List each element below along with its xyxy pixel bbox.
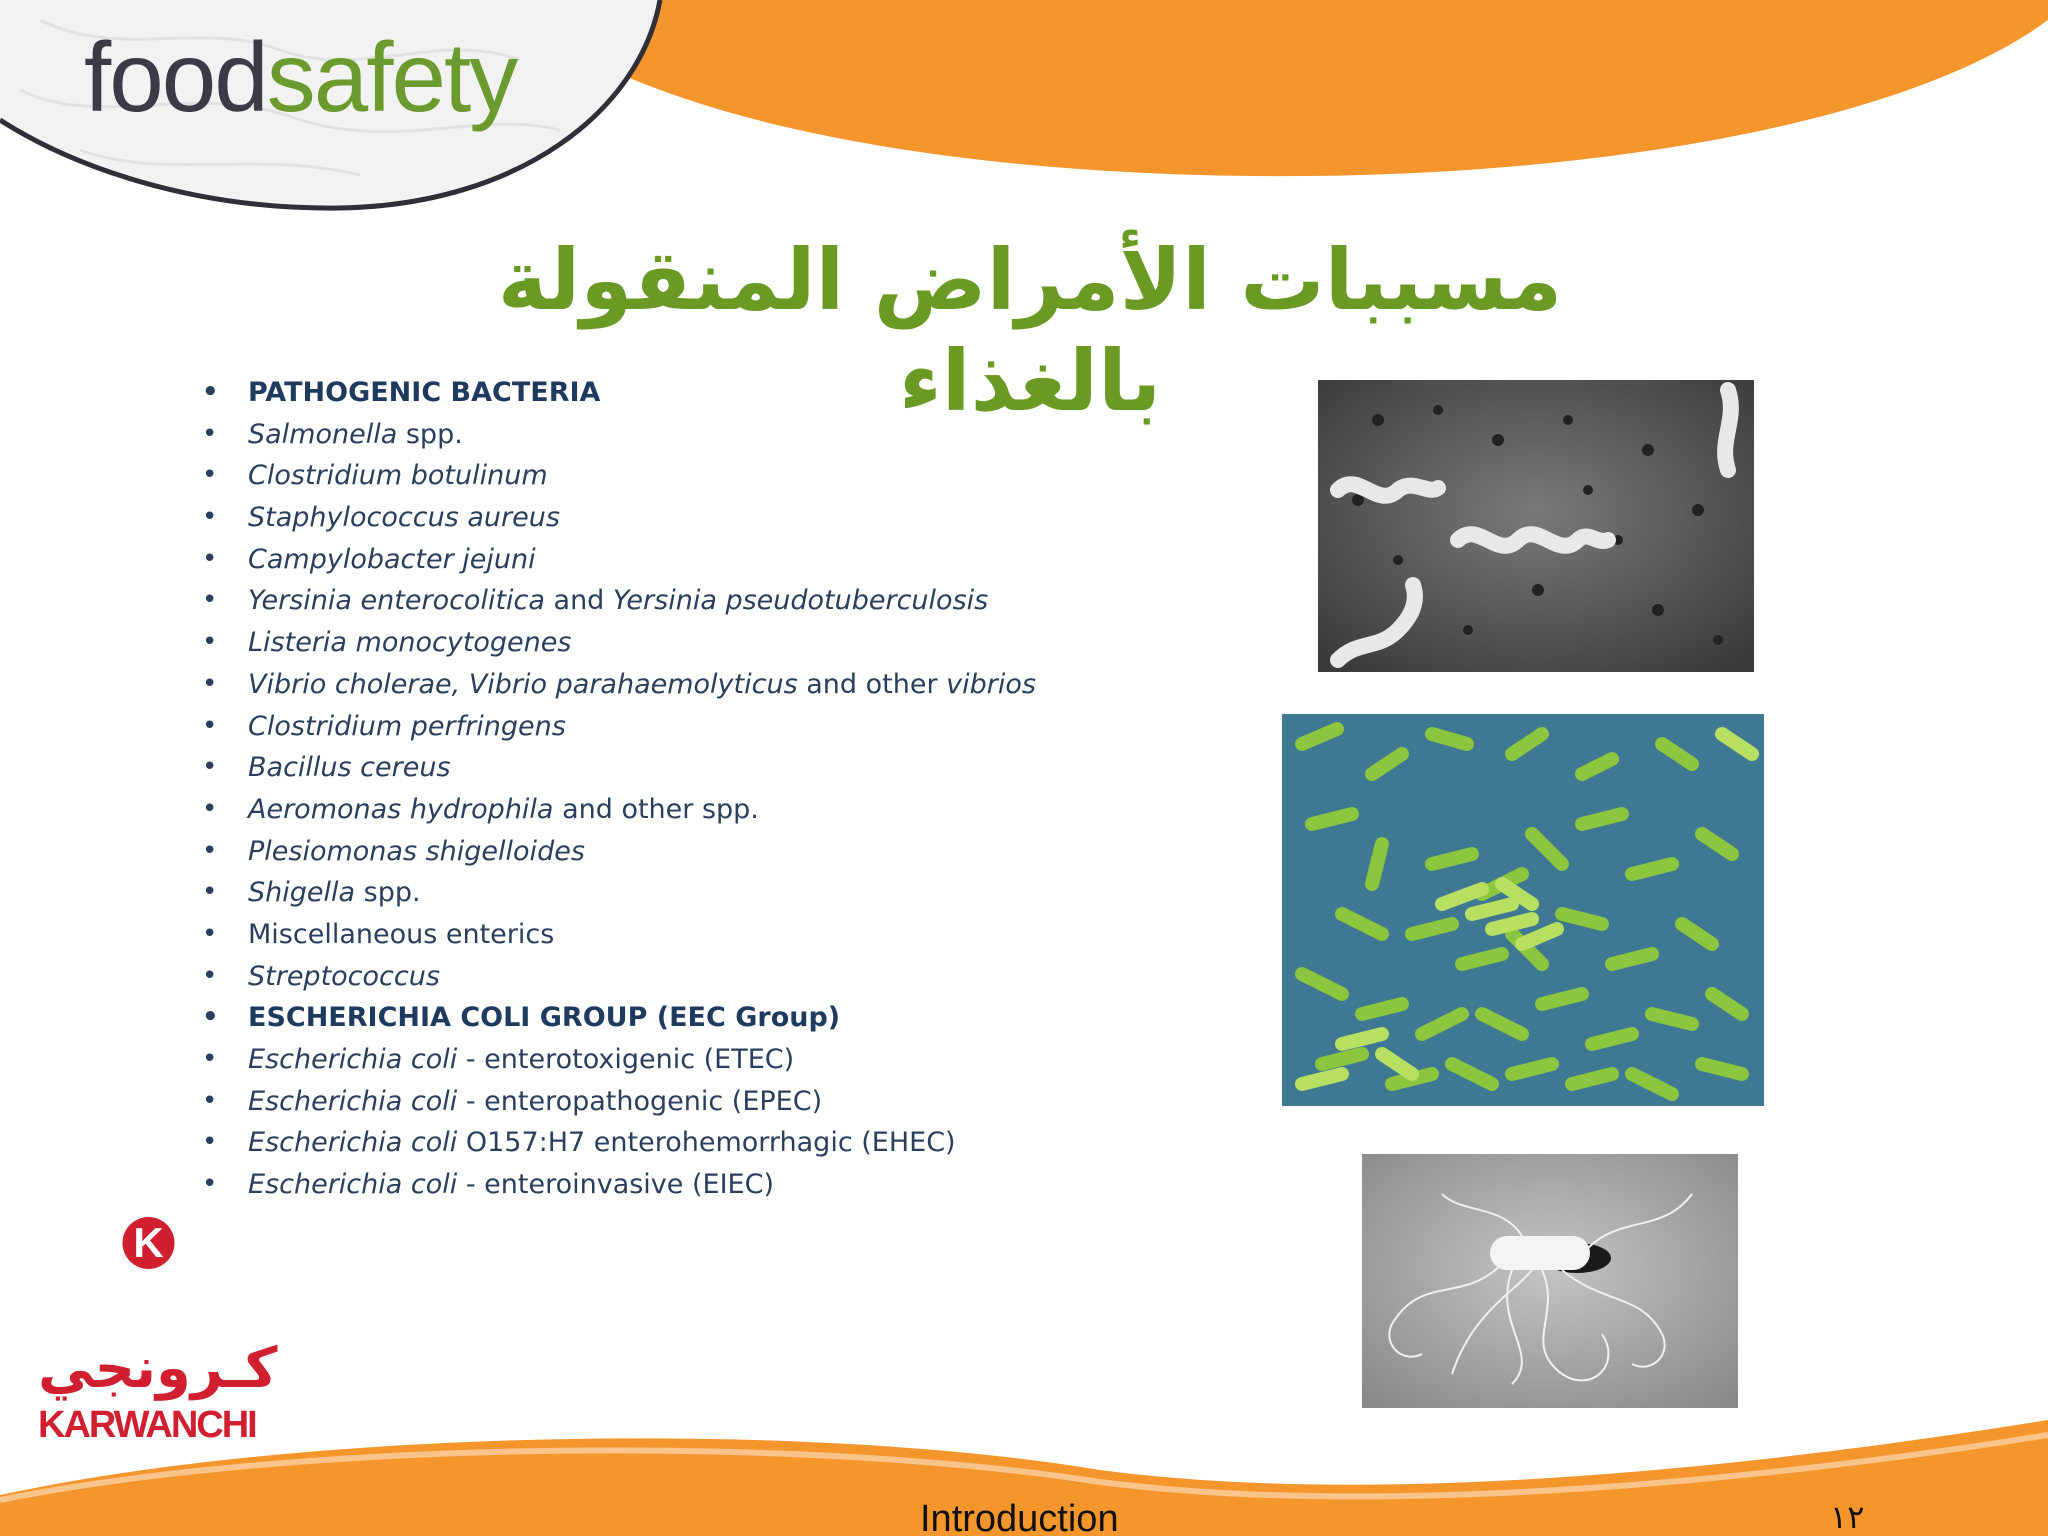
species-name: Listeria monocytogenes [248, 627, 572, 659]
list-item-text: and other [797, 668, 947, 700]
species-name: Escherichia coli [248, 1127, 458, 1159]
karwanchi-logo [36, 1214, 266, 1334]
brand-word-safety: safety [266, 22, 517, 132]
list-item [200, 414, 1160, 456]
list-item-text: and [544, 585, 613, 617]
list-item-text: PATHOGENIC BACTERIA [248, 377, 601, 408]
list-item [200, 664, 1160, 706]
logo-letter: K [133, 1219, 164, 1266]
species-name: Escherichia coli [248, 1169, 458, 1201]
slide-title: مسببات الأمراض المنقولة بالغذاء [497, 231, 1563, 430]
micrograph-flagellated-bacterium [1362, 1154, 1738, 1408]
list-item-text: and other spp. [553, 793, 759, 825]
species-name: Escherichia coli [248, 1044, 458, 1075]
species-name: Shigella [248, 877, 356, 909]
micrograph-spiral-bacteria [1318, 380, 1754, 672]
list-item-text: ESCHERICHIA COLI GROUP (EEC Group) [248, 1002, 841, 1034]
list-item [200, 914, 1160, 956]
list-item [200, 497, 1160, 539]
list-item-text: spp. [397, 418, 463, 450]
list-item [200, 789, 1160, 831]
micrograph-rod-bacteria [1282, 714, 1764, 1106]
list-item [200, 997, 1160, 1039]
list-item [200, 1122, 1160, 1164]
list-item-text: Miscellaneous enterics [248, 918, 555, 950]
species-name: Campylobacter jejuni [248, 543, 536, 575]
species-name: Clostridium botulinum [248, 460, 548, 492]
page-number: ١٢ [1830, 1498, 1865, 1536]
list-item-text: - enterotoxigenic (ETEC) [457, 1044, 795, 1075]
species-name: Yersinia pseudotuberculosis [612, 585, 989, 617]
list-item [200, 539, 1160, 581]
species-name: Vibrio cholerae, Vibrio parahaemolyticus [248, 668, 798, 700]
list-item-text: - enteroinvasive (EIEC) [457, 1169, 774, 1201]
list-item-text: - enteropathogenic (EPEC) [457, 1085, 823, 1117]
species-name: Clostridium perfringens [248, 710, 566, 742]
logo-arabic-text: كـرونجي [38, 1336, 278, 1401]
list-item [200, 747, 1160, 789]
species-name: Staphylococcus aureus [248, 502, 560, 534]
species-name: Escherichia coli [248, 1085, 458, 1117]
list-item-text: spp. [355, 877, 421, 909]
list-item [200, 1164, 1160, 1206]
list-item [200, 872, 1160, 914]
species-name: Plesiomonas shigelloides [248, 835, 585, 867]
species-name: Yersinia enterocolitica [248, 585, 545, 617]
foodsafety-logo [84, 22, 517, 132]
footer-label: Introduction [920, 1498, 1119, 1536]
species-name: Streptococcus [248, 960, 440, 992]
logo-english-text: KARWANCHI [38, 1404, 256, 1446]
list-item-text: O157:H7 enterohemorrhagic (EHEC) [457, 1127, 956, 1159]
list-item [200, 956, 1160, 998]
list-item [200, 1039, 1160, 1081]
list-item [200, 372, 1160, 414]
species-name: Salmonella [248, 418, 398, 450]
species-name: Bacillus cereus [248, 752, 451, 784]
list-item [200, 706, 1160, 748]
list-item [200, 1081, 1160, 1123]
species-name: vibrios [946, 668, 1036, 700]
list-item [200, 455, 1160, 497]
species-name: Aeromonas hydrophila [248, 793, 554, 825]
pathogen-list [200, 372, 1160, 1206]
list-item [200, 580, 1160, 622]
brand-word-food: food [84, 22, 267, 132]
list-item [200, 831, 1160, 873]
list-item [200, 622, 1160, 664]
